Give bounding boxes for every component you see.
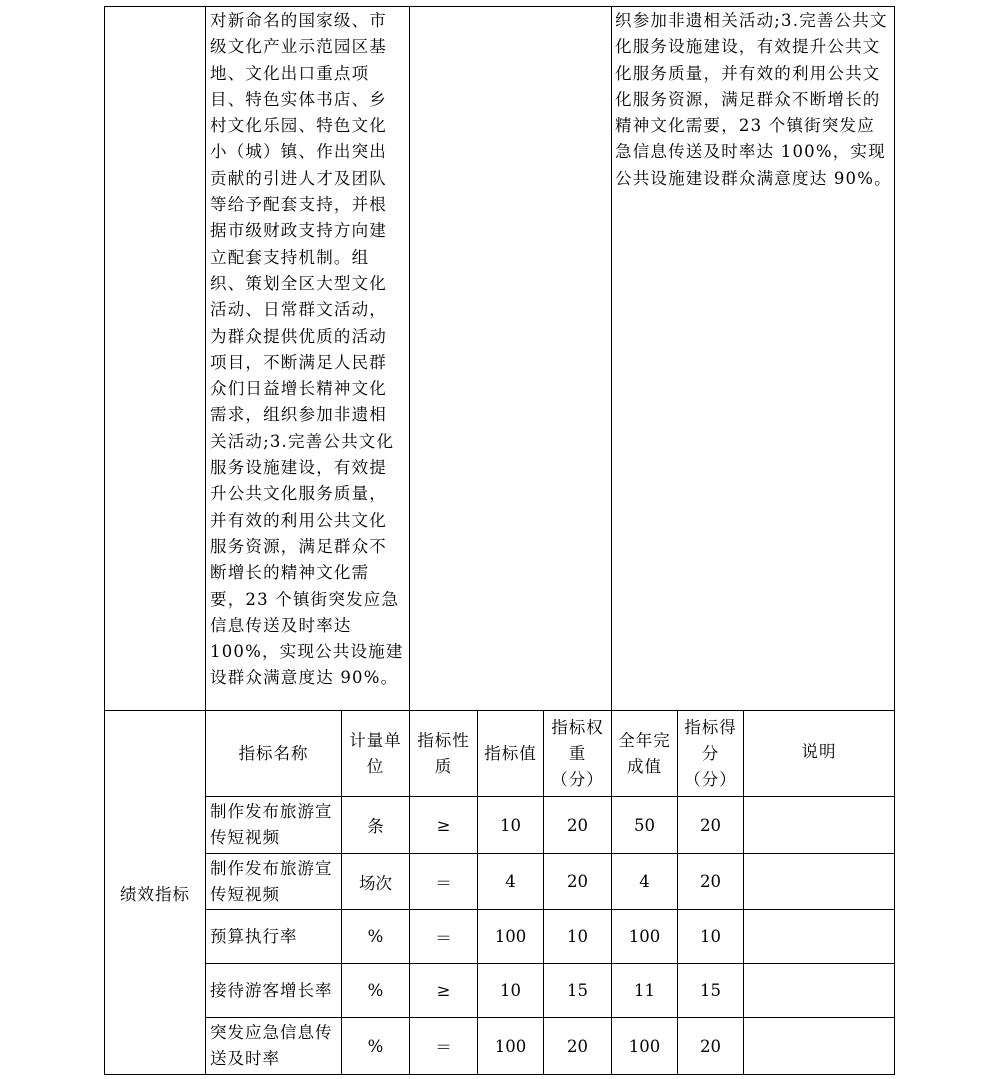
row1-unit: 条 (367, 817, 384, 836)
row1-actual-value: 50 (634, 815, 655, 835)
table-border-top (104, 6, 895, 7)
row3-nature: ＝ (435, 928, 452, 948)
row2-weight: 20 (567, 872, 588, 891)
header-nature: 指标性 质 (417, 730, 470, 776)
row2-nature: ＝ (435, 873, 452, 893)
row1-nature: ≥ (436, 815, 451, 835)
row2-target-value: 4 (505, 872, 516, 891)
header-weight: 指标权 重 （分） (551, 717, 604, 789)
upper-col2-text: 对新命名的国家级、市 级文化产业示范园区基 地、文化出口重点项 目、特色实体书店、乡 村文化乐园、特色文化 小（城）镇、作出突出 贡献的引进人才及团队 等给予配套支持，并根 据市级财政支持方向建 立配套支持机制。组 织、策划全区大型文化 活动、日常群文活动， 为群众提供优质的活动 项目，不断满足人民群 众们日益增长精神文化 需求，组织参加非遗相 关活动;3.完善公共文化 服务设施建设，有效提 升公共文化服务质量， 并有效的利用公共文化 服务资源，满足群众不 断增长的精神文化需 要，23 个镇街突发应急 信息传送及时率达 100%，实现公共设施建 设群众满意度达 90%。 (210, 11, 404, 688)
row3-indicator-name: 预算执行率 (210, 926, 298, 946)
row5-target-value: 100 (494, 1036, 527, 1056)
row2-unit: 场次 (359, 873, 392, 893)
row4-actual-value: 11 (634, 981, 655, 1000)
header-indicator-name: 指标名称 (238, 743, 309, 763)
row3-target-value: 100 (494, 927, 527, 946)
row4-note (744, 964, 894, 1017)
row5-note (744, 1018, 894, 1074)
row4-score: 15 (700, 981, 721, 1000)
row4-nature: ≥ (436, 981, 451, 1000)
row1-weight: 20 (567, 815, 588, 835)
row5-actual-value: 100 (628, 1036, 661, 1056)
header-actual-value: 全年完 成值 (618, 730, 671, 776)
row2-actual-value: 4 (639, 872, 650, 891)
row4-target-value: 10 (500, 981, 521, 1000)
header-unit: 计量单 位 (349, 730, 402, 776)
upper-col-line-3 (611, 6, 612, 711)
header-score: 指标得 分 （分） (684, 717, 737, 789)
table-border-right (894, 6, 895, 1075)
table-border-bottom (104, 1074, 895, 1075)
row5-nature: ＝ (435, 1038, 452, 1057)
row1-score: 20 (700, 815, 721, 835)
row3-note (744, 910, 894, 963)
row3-actual-value: 100 (628, 927, 661, 946)
header-note: 说明 (801, 742, 837, 761)
row4-indicator-name: 接待游客增长率 (210, 980, 333, 1000)
row1-indicator-name: 制作发布旅游宣 传短视频 (210, 802, 333, 847)
upper-col-line-2 (409, 6, 410, 711)
row5-unit: % (367, 1036, 384, 1056)
row2-score: 20 (700, 872, 721, 891)
upper-col4-text: 织参加非遗相关活动;3.完善公共文 化服务设施建设，有效提升公共文 化服务质量，并有效的利用公共文 化服务资源，满足群众不断增长的 精神文化需要，23 个镇街突发应 急信息传送及时率达 100%，实现 公共设施建设群众满意度达 90%。 (615, 11, 892, 188)
row3-unit: % (367, 927, 384, 946)
perf-section-label (105, 711, 205, 1074)
row1-target-value: 10 (500, 815, 521, 835)
perf-section-label-text: 绩效指标 (120, 884, 190, 904)
row5-score: 20 (700, 1036, 721, 1056)
row2-indicator-name: 制作发布旅游宣 传短视频 (210, 858, 333, 904)
header-target-value: 指标值 (484, 743, 537, 763)
row1-note (744, 797, 894, 853)
row3-score: 10 (700, 927, 721, 946)
row5-indicator-name: 突发应急信息传 送及时率 (210, 1023, 333, 1068)
row4-weight: 15 (567, 981, 588, 1000)
row2-note (744, 854, 894, 909)
row5-weight: 20 (567, 1036, 588, 1056)
row4-unit: % (367, 981, 384, 1000)
row3-weight: 10 (567, 927, 588, 946)
